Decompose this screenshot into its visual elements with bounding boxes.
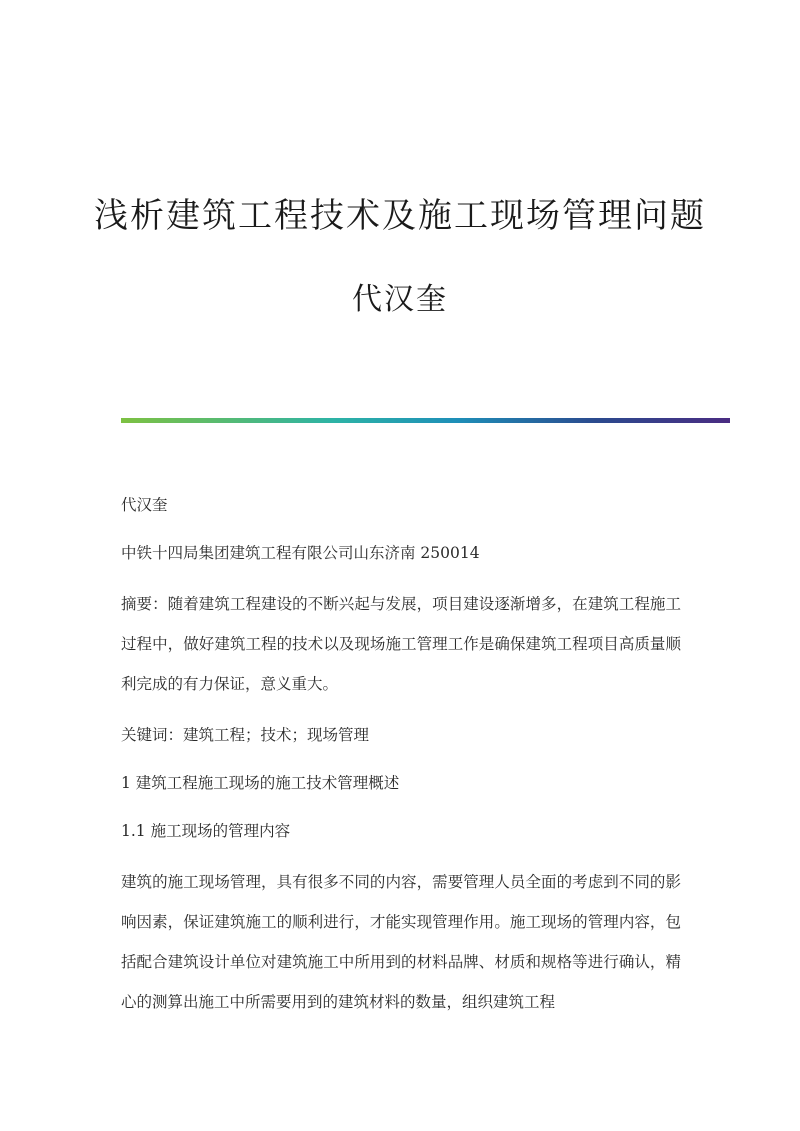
document-title: 浅析建筑工程技术及施工现场管理问题	[94, 196, 706, 236]
document-body	[121, 488, 681, 1036]
subsection-heading-1-1: 1.1 施工现场的管理内容	[121, 822, 291, 840]
author-name-heading: 代汉奎	[352, 282, 448, 317]
section-heading-1: 1 建筑工程施工现场的施工技术管理概述	[121, 774, 400, 792]
author-line: 代汉奎	[121, 496, 168, 514]
gradient-divider	[121, 418, 730, 423]
abstract-paragraph: 摘要：随着建筑工程建设的不断兴起与发展，项目建设逐渐增多，在建筑工程施工过程中，做好建筑工程的技术以及现场施工管理工作是确保建筑工程项目高质量顺利完成的有力保证，意义重大。	[121, 595, 681, 693]
keywords-line: 关键词：建筑工程；技术；现场管理	[121, 726, 370, 744]
body-paragraph: 建筑的施工现场管理，具有很多不同的内容，需要管理人员全面的考虑到不同的影响因素，保证建筑施工的顺利进行，才能实现管理作用。施工现场的管理内容，包括配合建筑设计单位对建筑施工中所用到的材料品牌、材质和规格等进行确认，精心的测算出施工中所需要用到的建筑材料的数量，组织建筑工程	[121, 873, 681, 1011]
affiliation-line: 中铁十四局集团建筑工程有限公司山东济南 250014	[121, 544, 480, 562]
